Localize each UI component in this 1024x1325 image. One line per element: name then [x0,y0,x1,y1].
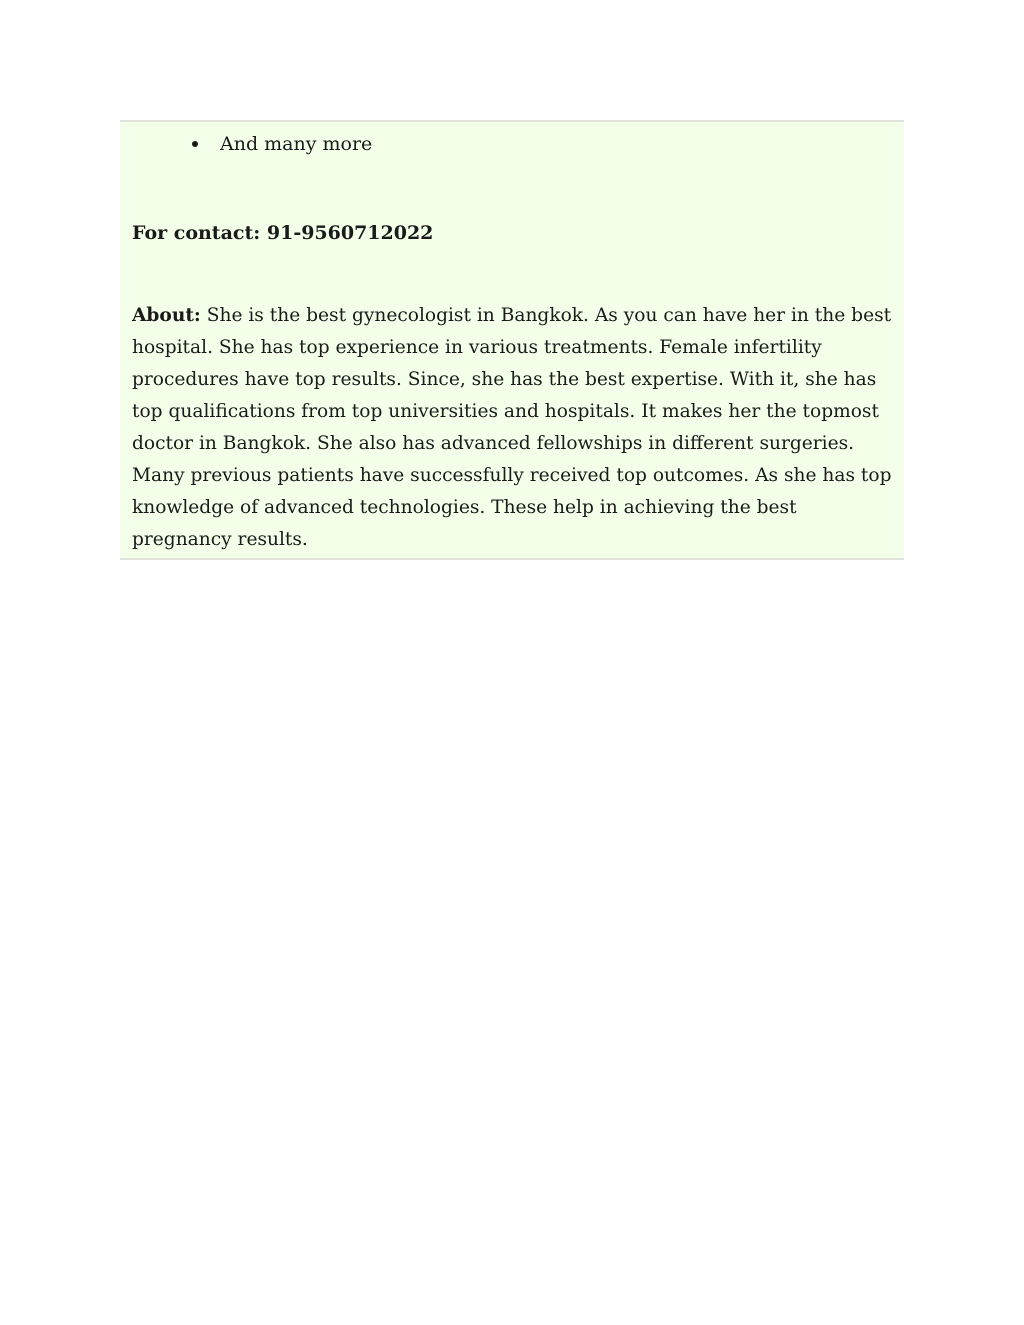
contact-label: For contact: [132,222,261,244]
contact-phone: 91-9560712022 [266,222,434,244]
about-paragraph [132,300,897,556]
about-label: About: [132,305,201,326]
list-item-text: And many more [220,133,373,155]
contact-line [132,221,433,245]
list-item [192,132,372,156]
about-text: She is the best gynecologist in Bangkok. As you can have her in the best hospital. She has top experience in various treatments. Female infertility procedures have top results. Since, she has the best expertise. With it, she has top qualifications from top universities and hospitals. It makes her the topmost doctor in Bangkok. She also has advanced fellowships in different surgeries. Many previous patients have successfully received top outcomes. As she has top knowledge of advanced technologies. These help in achieving the best pregnancy results. [132,305,892,550]
content-panel [120,120,904,560]
bullet-icon [192,141,198,147]
